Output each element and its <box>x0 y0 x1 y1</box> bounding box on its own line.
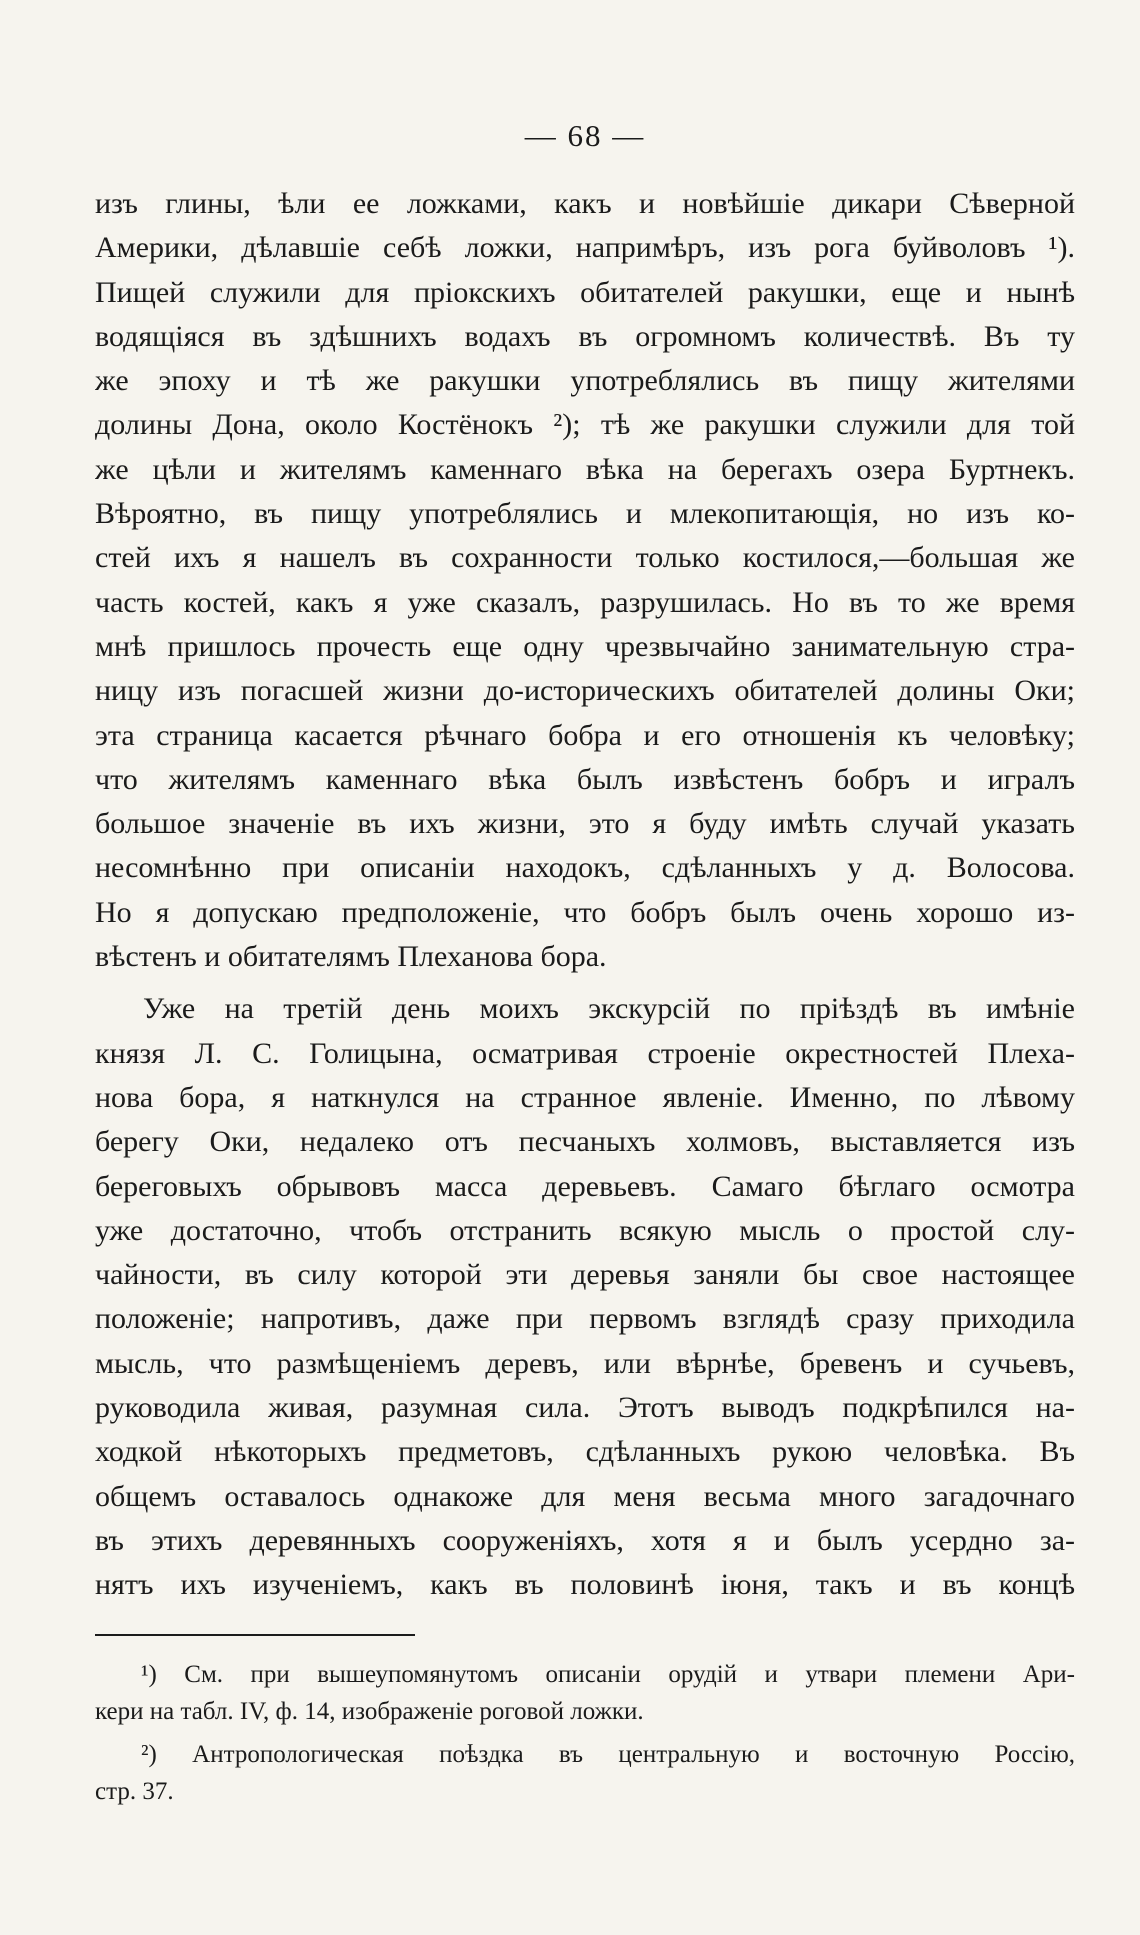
footnote-line: стр. 37. <box>95 1777 174 1805</box>
text-line: вѣстенъ и обитателямъ Плеханова бора. <box>95 940 607 974</box>
text-line: Пищей служили для пріокскихъ обитателей ракушки, еще и нынѣ <box>95 275 1075 309</box>
text-line: несомнѣнно при описаніи находокъ, сдѣланныхъ у д. Волосова. <box>95 851 1075 885</box>
text-line: большое значеніе въ ихъ жизни, это я буду имѣть случай указать <box>95 807 1075 841</box>
text-line: Вѣроятно, въ пищу употреблялись и млекопитающія, но изъ ко- <box>95 497 1075 531</box>
text-line: Но я допускаю предположеніе, что бобръ былъ очень хорошо из- <box>95 895 1075 929</box>
text-line: уже достаточно, чтобъ отстранить всякую мысль о простой слу- <box>95 1213 1075 1247</box>
paragraph-2 <box>95 987 1075 1607</box>
text-line: положеніе; напротивъ, даже при первомъ взглядѣ сразу приходила <box>95 1302 1075 1336</box>
text-line: изъ глины, ѣли ее ложками, какъ и новѣйшіе дикари Сѣверной <box>95 187 1075 220</box>
text-line: береговыхъ обрывовъ масса деревьевъ. Самаго бѣглаго осмотра <box>95 1169 1075 1203</box>
document-page <box>95 118 1075 1816</box>
page-number: — 68 — <box>524 118 646 153</box>
footnote-1 <box>95 1656 1075 1730</box>
text-line: нятъ ихъ изученіемъ, какъ въ половинѣ іюня, такъ и въ концѣ <box>95 1568 1075 1602</box>
text-line: мысль, что размѣщеніемъ деревъ, или вѣрнѣе, бревенъ и сучьевъ, <box>95 1346 1075 1380</box>
text-line: долины Дона, около Костёнокъ ²); тѣ же ракушки служили для той <box>95 408 1075 442</box>
text-line: нова бора, я наткнулся на странное явленіе. Именно, по лѣвому <box>95 1080 1075 1114</box>
text-line: ницу изъ погасшей жизни до-историческихъ обитателей долины Оки; <box>95 674 1075 708</box>
text-line: руководила живая, разумная сила. Этотъ выводъ подкрѣпился на- <box>95 1391 1075 1425</box>
text-line: стей ихъ я нашелъ въ сохранности только костилося,—большая же <box>95 541 1075 575</box>
text-line: въ этихъ деревянныхъ сооруженіяхъ, хотя я и былъ усердно за- <box>95 1523 1075 1557</box>
text-line: князя Л. С. Голицына, осматривая строеніе окрестностей Плеха- <box>95 1036 1075 1070</box>
text-line: берегу Оки, недалеко отъ песчаныхъ холмовъ, выставляется изъ <box>95 1125 1075 1159</box>
text-line: что жителямъ каменнаго вѣка былъ извѣстенъ бобръ и игралъ <box>95 762 1075 796</box>
text-line: чайности, въ силу которой эти деревья заняли бы свое настоящее <box>95 1258 1075 1292</box>
footnote-line: ²) Антропологическая поѣздка въ центральную и восточную Россію, <box>141 1740 1075 1768</box>
text-line: же эпоху и тѣ же ракушки употреблялись въ пищу жителями <box>95 364 1075 398</box>
text-line: Америки, дѣлавшіе себѣ ложки, напримѣръ, изъ рога буйволовъ ¹). <box>95 231 1075 265</box>
text-line: мнѣ пришлось прочесть еще одну чрезвычайно занимательную стра- <box>95 629 1075 663</box>
text-line: же цѣли и жителямъ каменнаго вѣка на берегахъ озера Буртнекъ. <box>95 452 1075 486</box>
text-line: часть костей, какъ я уже сказалъ, разрушилась. Но въ то же время <box>95 585 1075 619</box>
paragraph-1 <box>95 182 1075 979</box>
footnote-2 <box>95 1736 1075 1810</box>
footnote-line: ¹) См. при вышеупомянутомъ описаніи орудій и утвари племени Ари- <box>141 1660 1075 1688</box>
footnote-line: кери на табл. IV, ф. 14, изображеніе роговой ложки. <box>95 1697 644 1725</box>
text-line: эта страница касается рѣчнаго бобра и его отношенія къ человѣку; <box>95 718 1075 752</box>
footnote-divider <box>95 1634 415 1636</box>
text-line: водящіяся въ здѣшнихъ водахъ въ огромномъ количествѣ. Въ ту <box>95 319 1075 353</box>
text-line: Уже на третій день моихъ экскурсій по пріѣздѣ въ имѣніе <box>143 992 1075 1026</box>
text-line: общемъ оставалось однакоже для меня весьма много загадочнаго <box>95 1479 1075 1513</box>
text-line: ходкой нѣкоторыхъ предметовъ, сдѣланныхъ рукою человѣка. Въ <box>95 1435 1075 1469</box>
